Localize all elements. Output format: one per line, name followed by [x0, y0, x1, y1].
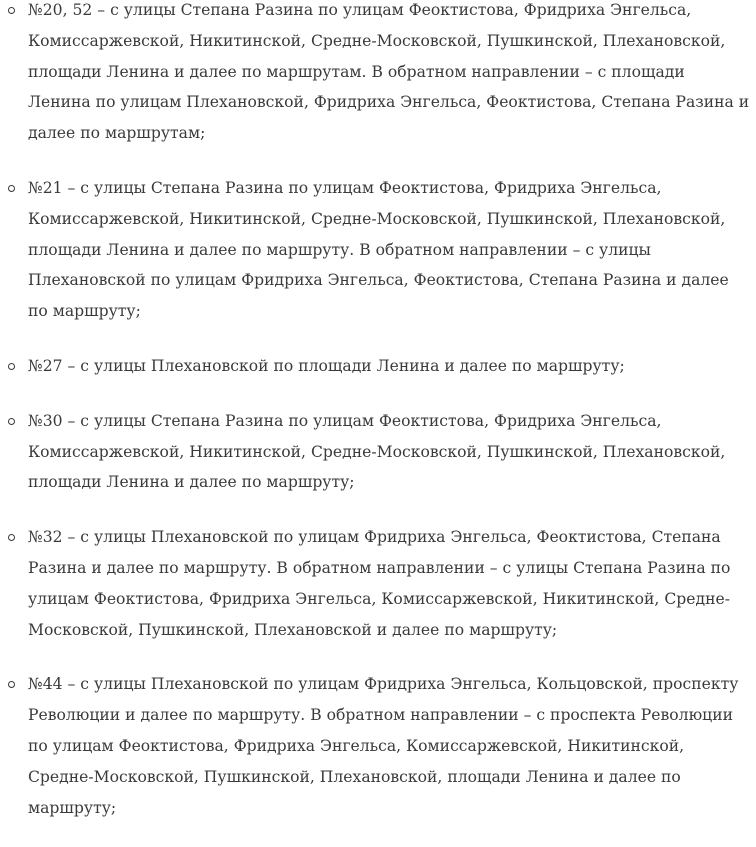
- bullet-icon: [8, 418, 15, 425]
- bullet-icon: [8, 185, 15, 192]
- list-item: [0, 522, 756, 645]
- bullet-icon: [8, 534, 15, 541]
- bullet-icon: [8, 363, 15, 370]
- list-item: [0, 173, 756, 327]
- bullet-icon: [8, 681, 15, 688]
- list-item: [0, 0, 756, 149]
- route-description: №27 – с улицы Плехановской по площади Ленина и далее по маршруту;: [28, 356, 625, 375]
- route-description: №32 – с улицы Плехановской по улицам Фридриха Энгельса, Феоктистова, Степана Разина и далее по маршруту. В обратном направлении – с улицы Степана Разина по улицам Феоктистова, Фридриха Энгельса, Комиссаржевской, Никитинской, Средне-Московской, Пушкинской, Плехановской и далее по маршруту;: [28, 528, 731, 639]
- route-description: №21 – с улицы Степана Разина по улицам Феоктистова, Фридриха Энгельса, Комиссаржевской, Никитинской, Средне-Московской, Пушкинской, Плехановской, площади Ленина и далее по маршруту. В обратном направлении – с улицы Плехановской по улицам Фридриха Энгельса, Феоктистова, Степана Разина и далее по маршруту;: [28, 178, 729, 321]
- list-item: [0, 669, 756, 823]
- route-description: №44 – с улицы Плехановской по улицам Фридриха Энгельса, Кольцовской, проспекту Революции и далее по маршруту. В обратном направлении – с проспекта Революции по улицам Феоктистова, Фридриха Энгельса, Комиссаржевской, Никитинской, Средне-Московской, Пушкинской, Плехановской, площади Ленина и далее по маршруту;: [28, 675, 739, 817]
- list-item: [0, 351, 756, 382]
- route-description: №30 – с улицы Степана Разина по улицам Феоктистова, Фридриха Энгельса, Комиссаржевской, Никитинской, Средне-Московской, Пушкинской, Плехановской, площади Ленина и далее по маршруту;: [28, 411, 726, 492]
- bullet-icon: [8, 7, 15, 14]
- route-description: №20, 52 – с улицы Степана Разина по улицам Феоктистова, Фридриха Энгельса, Комиссаржевской, Никитинской, Средне-Московской, Пушкинской, Плехановской, площади Ленина и далее по маршрутам. В обратном направлении – с площади Ленина по улицам Плехановской, Фридриха Энгельса, Феоктистова, Степана Разина и далее по маршрутам;: [28, 1, 750, 143]
- list-item: [0, 406, 756, 498]
